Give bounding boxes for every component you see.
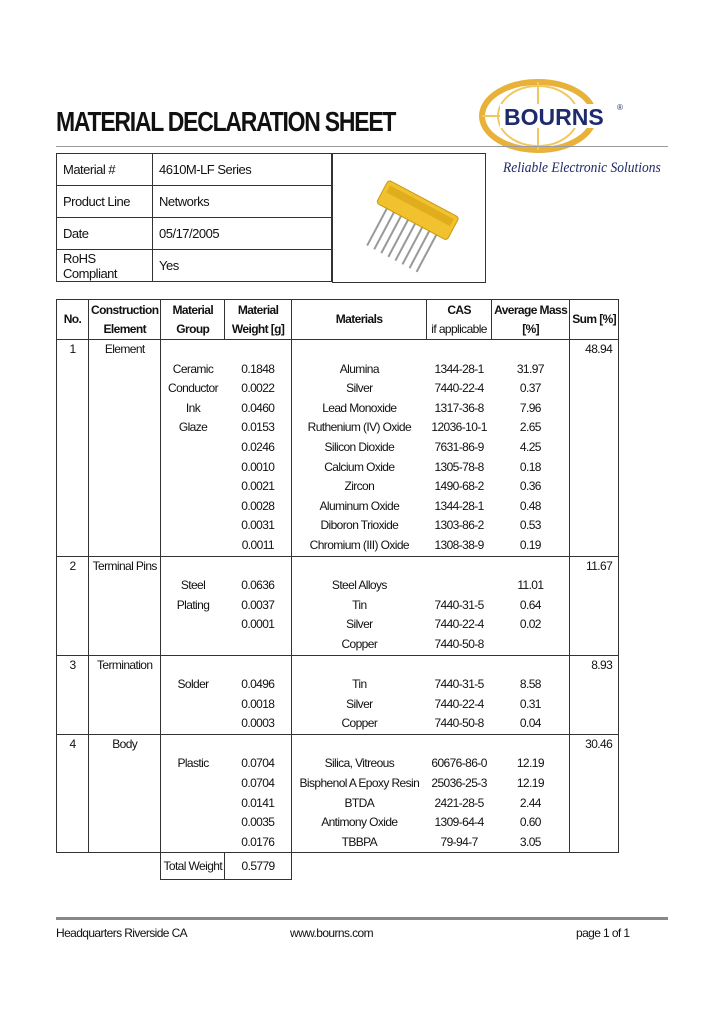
empty-cell	[89, 714, 161, 734]
empty-cell	[161, 734, 225, 754]
empty-cell	[57, 360, 89, 380]
empty-cell	[57, 714, 89, 734]
material-weight: 0.1848	[225, 360, 292, 380]
table-row	[57, 516, 619, 536]
material-group	[161, 497, 225, 517]
table-row	[57, 438, 619, 458]
empty-cell	[57, 675, 89, 695]
table-row	[57, 695, 619, 715]
cas-number: 1344-28-1	[434, 498, 484, 513]
material-name: Copper	[292, 635, 427, 655]
material-name: Steel Alloys	[331, 578, 387, 593]
empty-cell	[570, 774, 619, 794]
table-row	[57, 714, 619, 734]
material-group	[161, 774, 225, 794]
product-photo	[332, 153, 486, 283]
material-group: Solder	[177, 677, 209, 692]
empty-cell	[570, 360, 619, 380]
empty-cell	[57, 695, 89, 715]
group-row	[57, 734, 619, 754]
empty-cell	[570, 418, 619, 438]
empty-cell	[57, 536, 89, 556]
info-value: Yes	[153, 250, 332, 282]
empty-cell	[492, 655, 570, 675]
cas-number: 7440-22-4	[434, 381, 484, 396]
table-row	[57, 458, 619, 478]
table-row	[57, 813, 619, 833]
material-group: Plating	[176, 597, 210, 612]
material-group: Ceramic	[172, 361, 214, 376]
empty-cell	[570, 458, 619, 478]
group-row	[57, 340, 619, 360]
empty-cell	[89, 675, 161, 695]
material-name: Silver	[346, 381, 373, 396]
empty-cell	[292, 734, 427, 754]
empty-cell	[89, 635, 161, 655]
info-label: RoHS Compliant	[57, 250, 153, 282]
table-row	[57, 360, 619, 380]
empty-cell	[89, 379, 161, 399]
empty-cell	[292, 655, 427, 675]
material-group: Conductor	[168, 381, 219, 396]
empty-cell	[427, 556, 492, 576]
resistor-network-icon	[333, 154, 485, 282]
empty-cell	[492, 340, 570, 360]
header-divider	[56, 146, 668, 147]
footer-headquarters: Headquarters Riverside CA	[56, 926, 188, 940]
average-mass: 4.25	[492, 438, 570, 458]
cas-number: 7440-50-8	[427, 635, 492, 655]
empty-cell	[292, 340, 427, 360]
empty-cell	[89, 615, 161, 635]
cas-number: 7440-22-4	[434, 696, 484, 711]
table-row	[57, 497, 619, 517]
empty-cell	[161, 340, 225, 360]
cas-number: 7440-50-8	[427, 714, 492, 734]
empty-cell	[570, 794, 619, 814]
empty-cell	[570, 497, 619, 517]
cas-number: 2421-28-5	[434, 795, 484, 810]
material-name: Alumina	[339, 361, 379, 376]
material-name: Aluminum Oxide	[319, 498, 400, 513]
empty-cell	[57, 438, 89, 458]
material-name: Lead Monoxide	[322, 400, 397, 415]
table-row	[57, 596, 619, 616]
material-weight	[225, 635, 292, 655]
average-mass: 12.19	[492, 754, 570, 774]
empty-cell	[57, 399, 89, 419]
cas-number: 12036-10-1	[431, 420, 487, 435]
cas-number: 1308-38-9	[427, 536, 492, 556]
empty-cell	[57, 774, 89, 794]
empty-cell	[427, 655, 492, 675]
average-mass: 0.19	[492, 536, 570, 556]
empty-cell	[225, 655, 292, 675]
header-sum: Sum [%]	[570, 300, 619, 340]
product-info-table	[56, 153, 332, 282]
header-cas: CAS if applicable	[427, 300, 492, 340]
material-group	[161, 458, 225, 478]
group-sum: 48.94	[570, 340, 619, 360]
material-group	[161, 813, 225, 833]
material-weight: 0.0010	[225, 458, 292, 478]
table-row	[57, 635, 619, 655]
empty-cell	[492, 556, 570, 576]
average-mass: 0.60	[492, 813, 570, 833]
group-row	[57, 655, 619, 675]
material-name: Silica, Vitreous	[324, 756, 395, 771]
table-row	[57, 379, 619, 399]
info-value: 05/17/2005	[153, 218, 332, 250]
average-mass: 8.58	[492, 675, 570, 695]
empty-cell	[570, 596, 619, 616]
total-row	[57, 853, 619, 880]
table-row	[57, 675, 619, 695]
material-group	[161, 615, 225, 635]
header-group: Material Group	[161, 300, 225, 340]
average-mass: 0.37	[492, 379, 570, 399]
average-mass: 0.02	[492, 615, 570, 635]
group-sum: 8.93	[570, 655, 619, 675]
group-sum: 30.46	[570, 734, 619, 754]
material-weight: 0.0018	[225, 695, 292, 715]
empty-cell	[427, 340, 492, 360]
total-weight-value: 0.5779	[225, 853, 292, 880]
footer-page-number: page 1 of 1	[576, 926, 630, 940]
material-weight: 0.0037	[225, 596, 292, 616]
material-name: Diboron Trioxide	[320, 518, 399, 533]
group-sum: 11.67	[570, 556, 619, 576]
average-mass: 12.19	[492, 774, 570, 794]
material-name: Bisphenol A Epoxy Resin	[299, 776, 420, 791]
material-name: Ruthenium (IV) Oxide	[307, 420, 412, 435]
info-value: Networks	[153, 186, 332, 218]
table-row	[57, 754, 619, 774]
material-group	[161, 516, 225, 536]
material-weight: 0.0022	[225, 379, 292, 399]
empty-cell	[57, 516, 89, 536]
empty-cell	[225, 556, 292, 576]
empty-cell	[89, 794, 161, 814]
average-mass	[492, 635, 570, 655]
average-mass: 0.53	[492, 516, 570, 536]
material-name: Antimony Oxide	[321, 815, 398, 830]
construction-element: Body	[89, 734, 161, 754]
empty-cell	[570, 379, 619, 399]
material-name: Tin	[352, 597, 367, 612]
material-weight: 0.0028	[225, 497, 292, 517]
empty-cell	[492, 734, 570, 754]
empty-cell	[57, 635, 89, 655]
empty-cell	[57, 794, 89, 814]
average-mass: 0.48	[492, 497, 570, 517]
material-group: Glaze	[178, 420, 208, 435]
cas-number: 1317-36-8	[434, 400, 484, 415]
total-weight-label: Total Weight	[161, 853, 225, 880]
empty-cell	[570, 576, 619, 596]
cas-number: 60676-86-0	[431, 756, 487, 771]
cas-number: 1344-28-1	[434, 361, 484, 376]
empty-cell	[161, 655, 225, 675]
empty-cell	[570, 438, 619, 458]
cas-number	[427, 576, 492, 596]
material-group: Ink	[185, 400, 201, 415]
group-number: 3	[57, 655, 89, 675]
empty-cell	[89, 576, 161, 596]
material-group	[161, 833, 225, 853]
table-row	[57, 615, 619, 635]
average-mass: 7.96	[492, 399, 570, 419]
material-group	[161, 438, 225, 458]
material-weight: 0.0153	[225, 418, 292, 438]
group-number: 2	[57, 556, 89, 576]
material-weight: 0.0001	[225, 615, 292, 635]
empty-cell	[89, 833, 161, 853]
average-mass: 0.64	[492, 596, 570, 616]
header-no: No.	[57, 300, 89, 340]
cas-number: 7440-31-5	[434, 677, 484, 692]
average-mass: 3.05	[492, 833, 570, 853]
material-weight: 0.0176	[225, 833, 292, 853]
info-row	[57, 250, 332, 282]
empty-cell	[57, 615, 89, 635]
empty-cell	[570, 477, 619, 497]
material-weight: 0.0021	[225, 477, 292, 497]
average-mass: 2.65	[492, 418, 570, 438]
empty-cell	[570, 615, 619, 635]
average-mass: 0.31	[492, 695, 570, 715]
material-name: Tin	[352, 677, 367, 692]
empty-cell	[89, 399, 161, 419]
svg-text:®: ®	[617, 103, 623, 112]
material-weight: 0.0003	[225, 714, 292, 734]
table-row	[57, 477, 619, 497]
material-weight: 0.0636	[225, 576, 292, 596]
empty-cell	[570, 833, 619, 853]
header-weight: Material Weight [g]	[225, 300, 292, 340]
header-average-mass: Average Mass [%]	[492, 300, 570, 340]
empty-cell	[570, 675, 619, 695]
average-mass: 2.44	[492, 794, 570, 814]
footer-divider	[56, 917, 668, 920]
empty-cell	[570, 536, 619, 556]
cas-number: 7440-22-4	[434, 617, 484, 632]
material-weight: 0.0704	[225, 754, 292, 774]
table-header-row	[57, 300, 619, 340]
empty-cell	[89, 774, 161, 794]
material-group: Plastic	[177, 756, 209, 771]
empty-cell	[57, 833, 89, 853]
cas-number: 7631-86-9	[434, 439, 484, 454]
empty-cell	[570, 695, 619, 715]
info-label: Product Line	[57, 186, 153, 218]
material-group	[161, 536, 225, 556]
empty-cell	[570, 754, 619, 774]
cas-number: 7440-31-5	[434, 597, 484, 612]
empty-cell	[89, 596, 161, 616]
info-label: Date	[57, 218, 153, 250]
material-name: Copper	[292, 714, 427, 734]
info-row	[57, 154, 332, 186]
material-weight: 0.0246	[225, 438, 292, 458]
empty-cell	[89, 418, 161, 438]
empty-cell	[161, 556, 225, 576]
table-row	[57, 833, 619, 853]
empty-cell	[57, 477, 89, 497]
material-group	[161, 695, 225, 715]
table-row	[57, 399, 619, 419]
group-row	[57, 556, 619, 576]
empty-cell	[57, 754, 89, 774]
material-name: Calcium Oxide	[324, 459, 395, 474]
average-mass: 11.01	[492, 576, 570, 596]
material-group	[161, 714, 225, 734]
material-group	[161, 794, 225, 814]
empty-cell	[570, 516, 619, 536]
average-mass: 0.36	[492, 477, 570, 497]
material-name: Chromium (III) Oxide	[292, 536, 427, 556]
empty-cell	[427, 734, 492, 754]
empty-cell	[89, 516, 161, 536]
material-group: Steel	[180, 578, 206, 593]
material-name: BTDA	[344, 795, 375, 810]
empty-cell	[57, 576, 89, 596]
material-name: TBBPA	[292, 833, 427, 853]
info-row	[57, 186, 332, 218]
info-row	[57, 218, 332, 250]
header-element: Construction Element	[89, 300, 161, 340]
table-row	[57, 774, 619, 794]
empty-cell	[89, 458, 161, 478]
material-group	[161, 635, 225, 655]
footer-website: www.bourns.com	[290, 926, 373, 940]
empty-cell	[570, 813, 619, 833]
average-mass: 0.18	[492, 458, 570, 478]
cas-number: 25036-25-3	[431, 776, 487, 791]
empty-cell	[57, 596, 89, 616]
empty-cell	[570, 714, 619, 734]
empty-cell	[57, 458, 89, 478]
material-weight: 0.0031	[225, 516, 292, 536]
empty-cell	[89, 497, 161, 517]
material-weight: 0.0460	[225, 399, 292, 419]
empty-cell	[570, 399, 619, 419]
table-row	[57, 576, 619, 596]
empty-cell	[89, 754, 161, 774]
material-name: Silver	[346, 617, 373, 632]
material-group	[161, 477, 225, 497]
group-number: 4	[57, 734, 89, 754]
empty-cell	[89, 438, 161, 458]
header-materials: Materials	[292, 300, 427, 340]
construction-element: Terminal Pins	[89, 556, 161, 576]
cas-number: 1490-68-2	[434, 479, 484, 494]
material-name: Zircon	[344, 479, 375, 494]
table-row	[57, 536, 619, 556]
empty-cell	[57, 379, 89, 399]
empty-cell	[89, 536, 161, 556]
empty-cell	[89, 813, 161, 833]
brand-name: BOURNS	[504, 104, 604, 130]
page-title: MATERIAL DECLARATION SHEET	[56, 106, 396, 137]
empty-cell	[89, 477, 161, 497]
empty-cell	[89, 695, 161, 715]
empty-cell	[570, 635, 619, 655]
average-mass: 0.04	[492, 714, 570, 734]
material-name: Silver	[346, 696, 373, 711]
average-mass: 31.97	[492, 360, 570, 380]
empty-cell	[57, 813, 89, 833]
construction-element: Element	[89, 340, 161, 360]
material-weight: 0.0141	[225, 794, 292, 814]
material-weight: 0.0011	[225, 536, 292, 556]
cas-number: 1303-86-2	[434, 518, 484, 533]
empty-cell	[57, 418, 89, 438]
empty-cell	[57, 497, 89, 517]
group-number: 1	[57, 340, 89, 360]
material-table	[56, 299, 619, 880]
brand-tagline: Reliable Electronic Solutions	[503, 160, 661, 176]
cas-number: 1305-78-8	[434, 459, 484, 474]
cas-number: 79-94-7	[427, 833, 492, 853]
empty-cell	[89, 360, 161, 380]
table-row	[57, 794, 619, 814]
info-value: 4610M-LF Series	[153, 154, 332, 186]
material-weight: 0.0496	[225, 675, 292, 695]
material-name: Silicon Dioxide	[324, 439, 395, 454]
empty-cell	[225, 734, 292, 754]
construction-element: Termination	[89, 655, 161, 675]
info-label: Material #	[57, 154, 153, 186]
material-weight: 0.0704	[225, 774, 292, 794]
material-weight: 0.0035	[225, 813, 292, 833]
empty-cell	[225, 340, 292, 360]
empty-cell	[292, 556, 427, 576]
table-row	[57, 418, 619, 438]
cas-number: 1309-64-4	[434, 815, 484, 830]
